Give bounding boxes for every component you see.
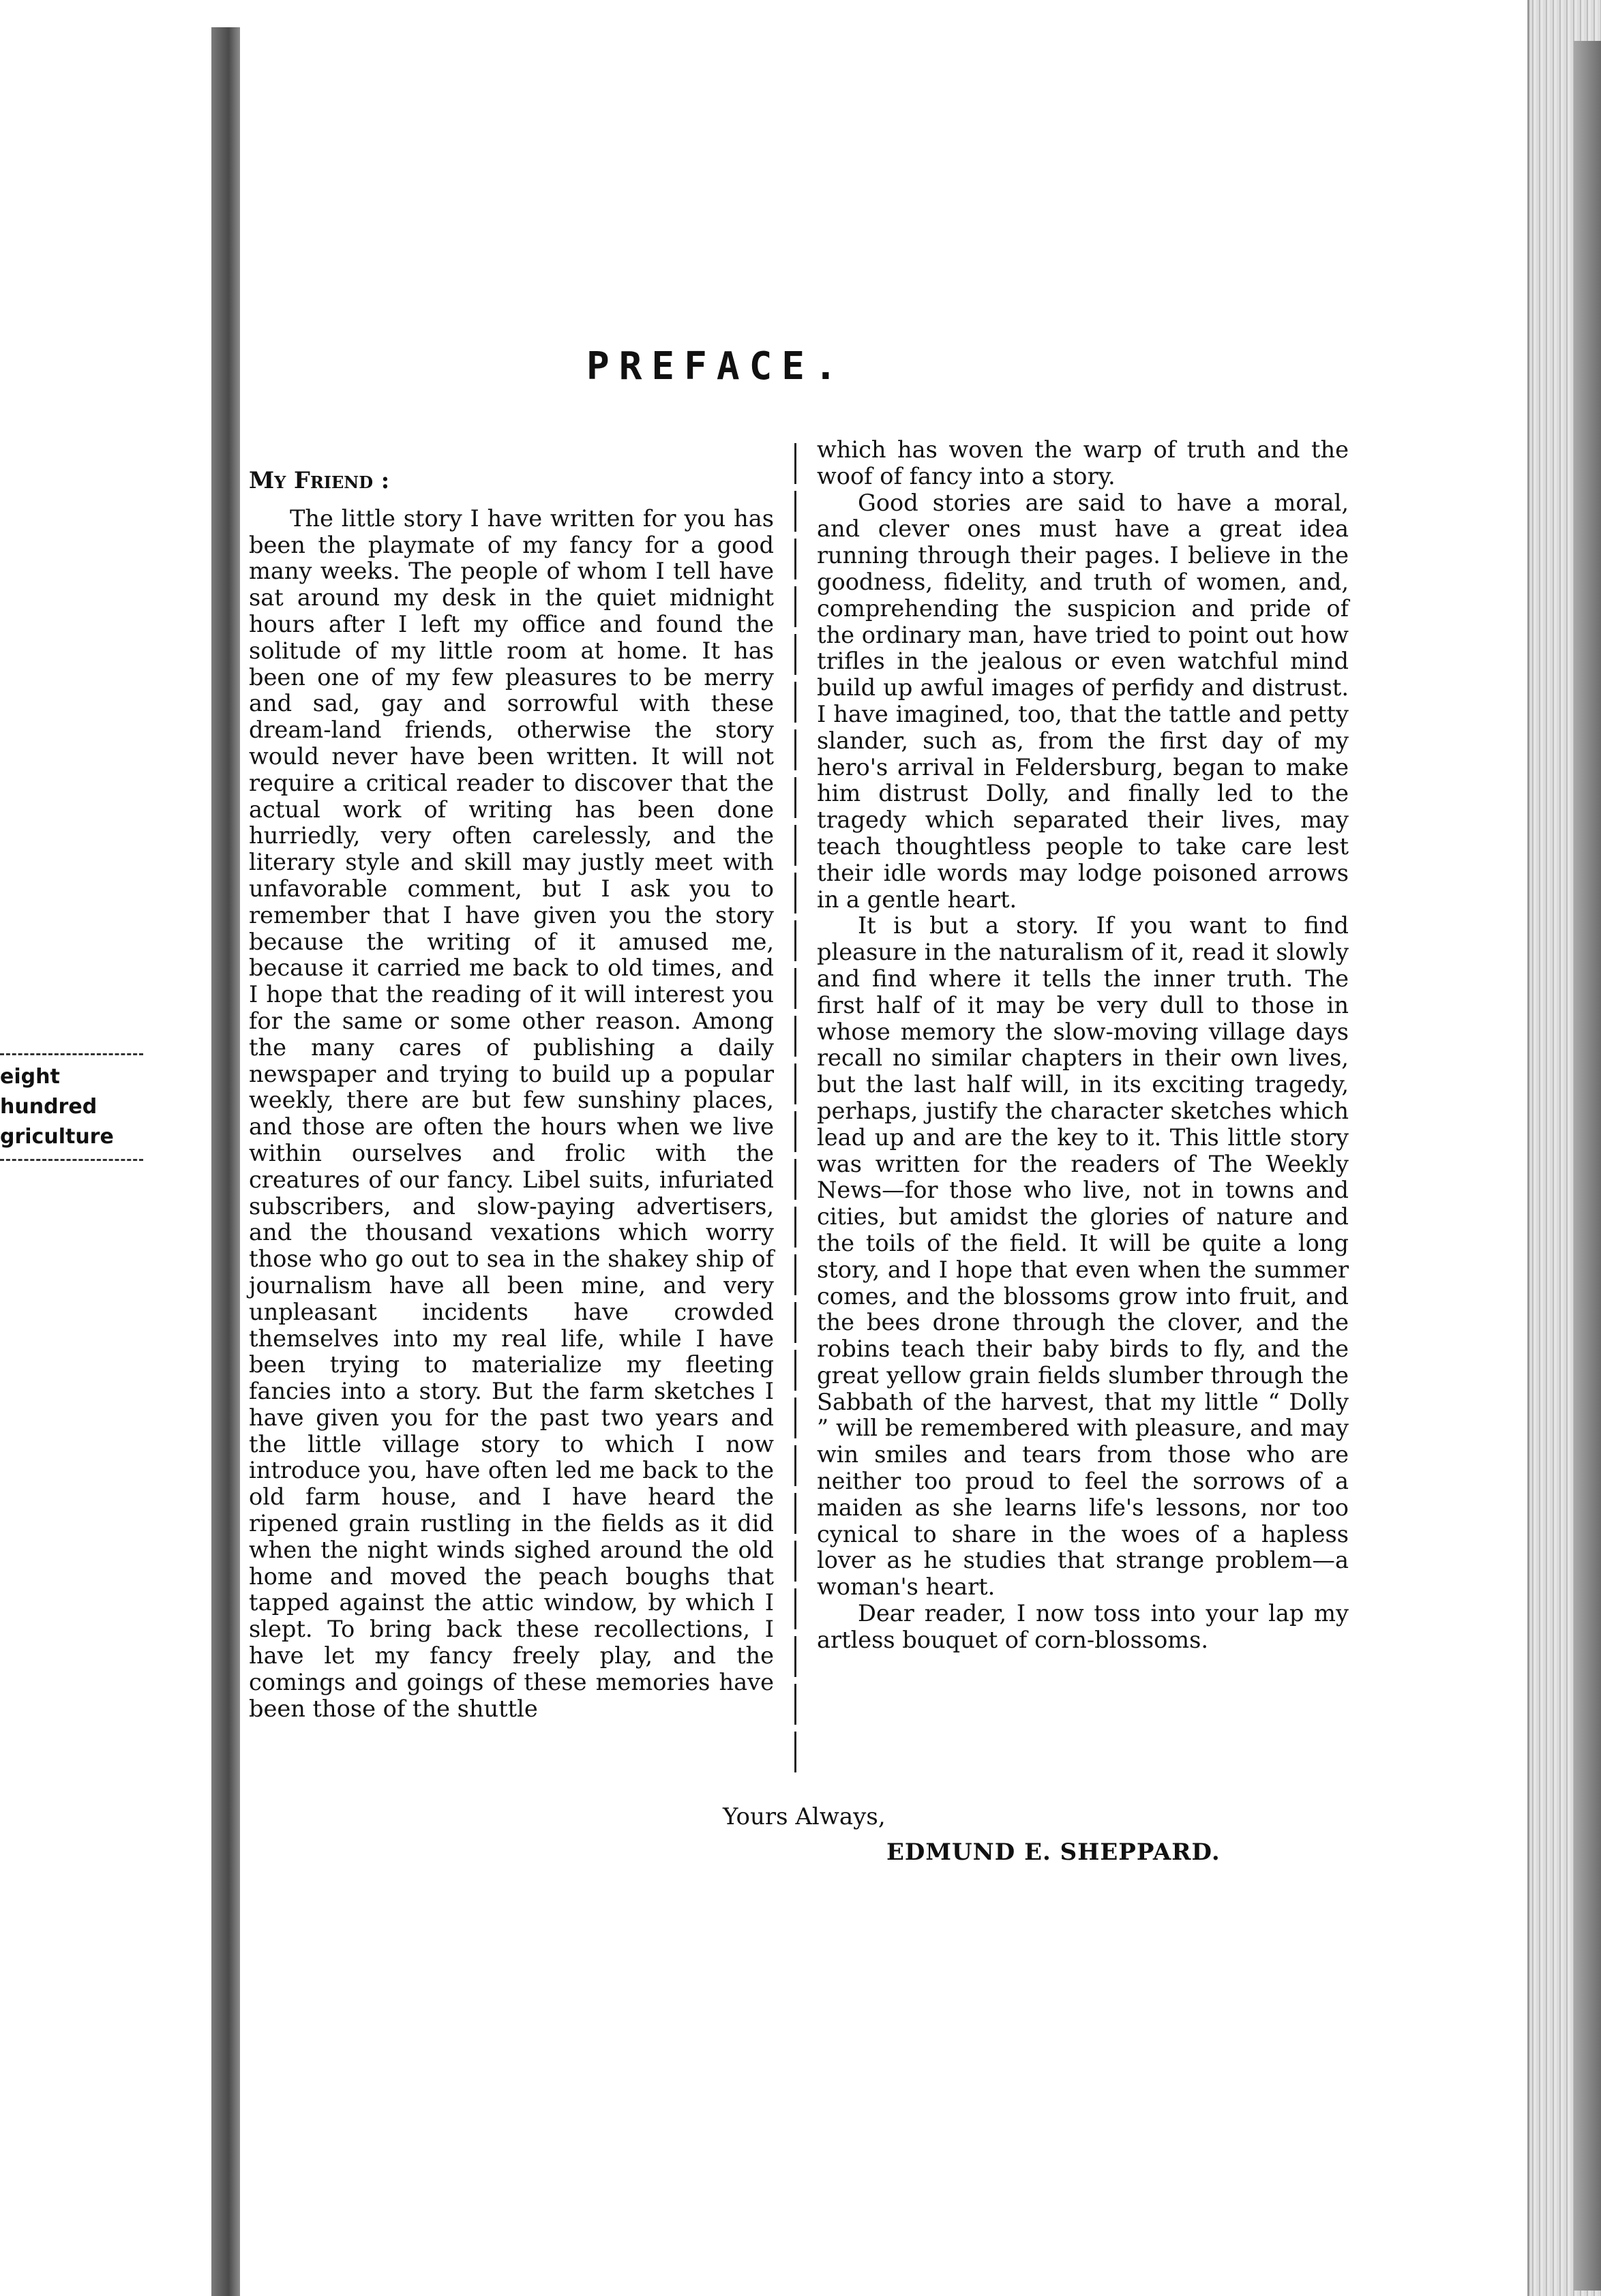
right-column [817, 437, 1349, 1654]
snippet-line-1: eight hundred [0, 1065, 98, 1119]
book-spine [211, 27, 240, 2296]
page-title: PREFACE. [586, 344, 847, 389]
signoff: Yours Always, [723, 1803, 886, 1830]
right-paragraph-1: which has woven the warp of truth and the woof of fancy into a story. [817, 436, 1349, 489]
snippet-line-2: griculture [0, 1125, 114, 1149]
right-paragraph-2: Good stories are said to have a moral, and clever ones must have a great idea running through their pages. I believe in the goodness, fidelity, and truth of women, and, comprehending the suspicion and pride of the ordinary man, have tried to point out how trifles in the jealous or even watchful mind build up awful images of perfidy and distrust. I have imagined, too, that the tattle and petty slander, such as, from the first day of my hero's arrival in Feldersburg, began to make him distrust Dolly, and finally led to the tragedy which separated their lives, may teach thoughtless people to take care lest their idle words may lodge poisoned arrows in a gentle heart. [817, 489, 1349, 913]
snippet-rule-top [0, 1053, 143, 1055]
snippet-rule-bottom [0, 1159, 143, 1161]
column-divider [794, 443, 796, 1779]
left-paragraph-1: The little story I have written for you has been the playmate of my fancy for a good many weeks. The people of whom I tell have sat around my desk in the quiet midnight hours after I left my office and found the solitude of my little room at home. It has been one of my few pleasures to be merry and sad, gay and sorrowful with these dream-land friends, otherwise the story would never have been written. It will not require a critical reader to discover that the actual work of writing has been done hurriedly, very often carelessly, and the literary style and skill may justly meet with unfavorable comment, but I ask you to remember that I have given you the story because the writing of it amused me, because it carried me back to old times, and I hope that the reading of it will interest you for the same or some other reason. Among the many cares of publishing a daily newspaper and trying to build up a popular weekly, there are but few sunshiny places, and those are often the hours when we live within ourselves and frolic with the creatures of our fancy. Libel suits, infuriated subscribers, and slow-paying advertisers, and the thousand vexations which worry those who go out to sea in the shakey ship of journalism have all been mine, and very unpleasant incidents have crowded themselves into my real life, while I have been trying to materialize my fleeting fancies into a story. But the farm sketches I have given you for the past two years and the little village story to which I now introduce you, have often led me back to the old farm house, and I have heard the ripened grain rustling in the fields as it did when the night winds sighed around the old home and moved the peach boughs that tapped against the attic window, by which I slept. To bring back these recollections, I have let my fancy freely play, and the comings and goings of these memories have been those of the shuttle [249, 504, 774, 1722]
page-edge-shadow [1574, 41, 1601, 2291]
right-paragraph-3: It is but a story. If you want to find pleasure in the naturalism of it, read it slowly and find where it tells the inner truth. The first half of it may be very dull to those in whose memory the slow-moving village days recall no similar chapters in their own lives, but the last half will, in its exciting tragedy, perhaps, justify the character sketches which lead up and are the key to it. This little story was written for the readers of The Weekly News—for those who live, not in towns and cities, but amidst the glories of nature and the toils of the field. It will be quite a long story, and I hope that even when the summer comes, and the blossoms grow into fruit, and the bees drone through the clover, and the robins teach their baby birds to fly, and the great yellow grain fields slumber through the Sabbath of the harvest, that my little “ Dolly ” will be remembered with pleasure, and may win smiles and tears from those who are neither too proud to feel the sorrows of a maiden as she learns life's lessons, nor too cynical to share in the woes of a hapless lover as he studies that strange problem—a woman's heart. [817, 912, 1349, 1601]
salutation: My Friend : [249, 466, 390, 494]
signature: EDMUND E. SHEPPARD. [886, 1839, 1221, 1866]
left-column [249, 436, 774, 1722]
adjacent-page-snippet [0, 1046, 157, 1168]
right-paragraph-4: Dear reader, I now toss into your lap my artless bouquet of corn-blossoms. [817, 1600, 1349, 1653]
